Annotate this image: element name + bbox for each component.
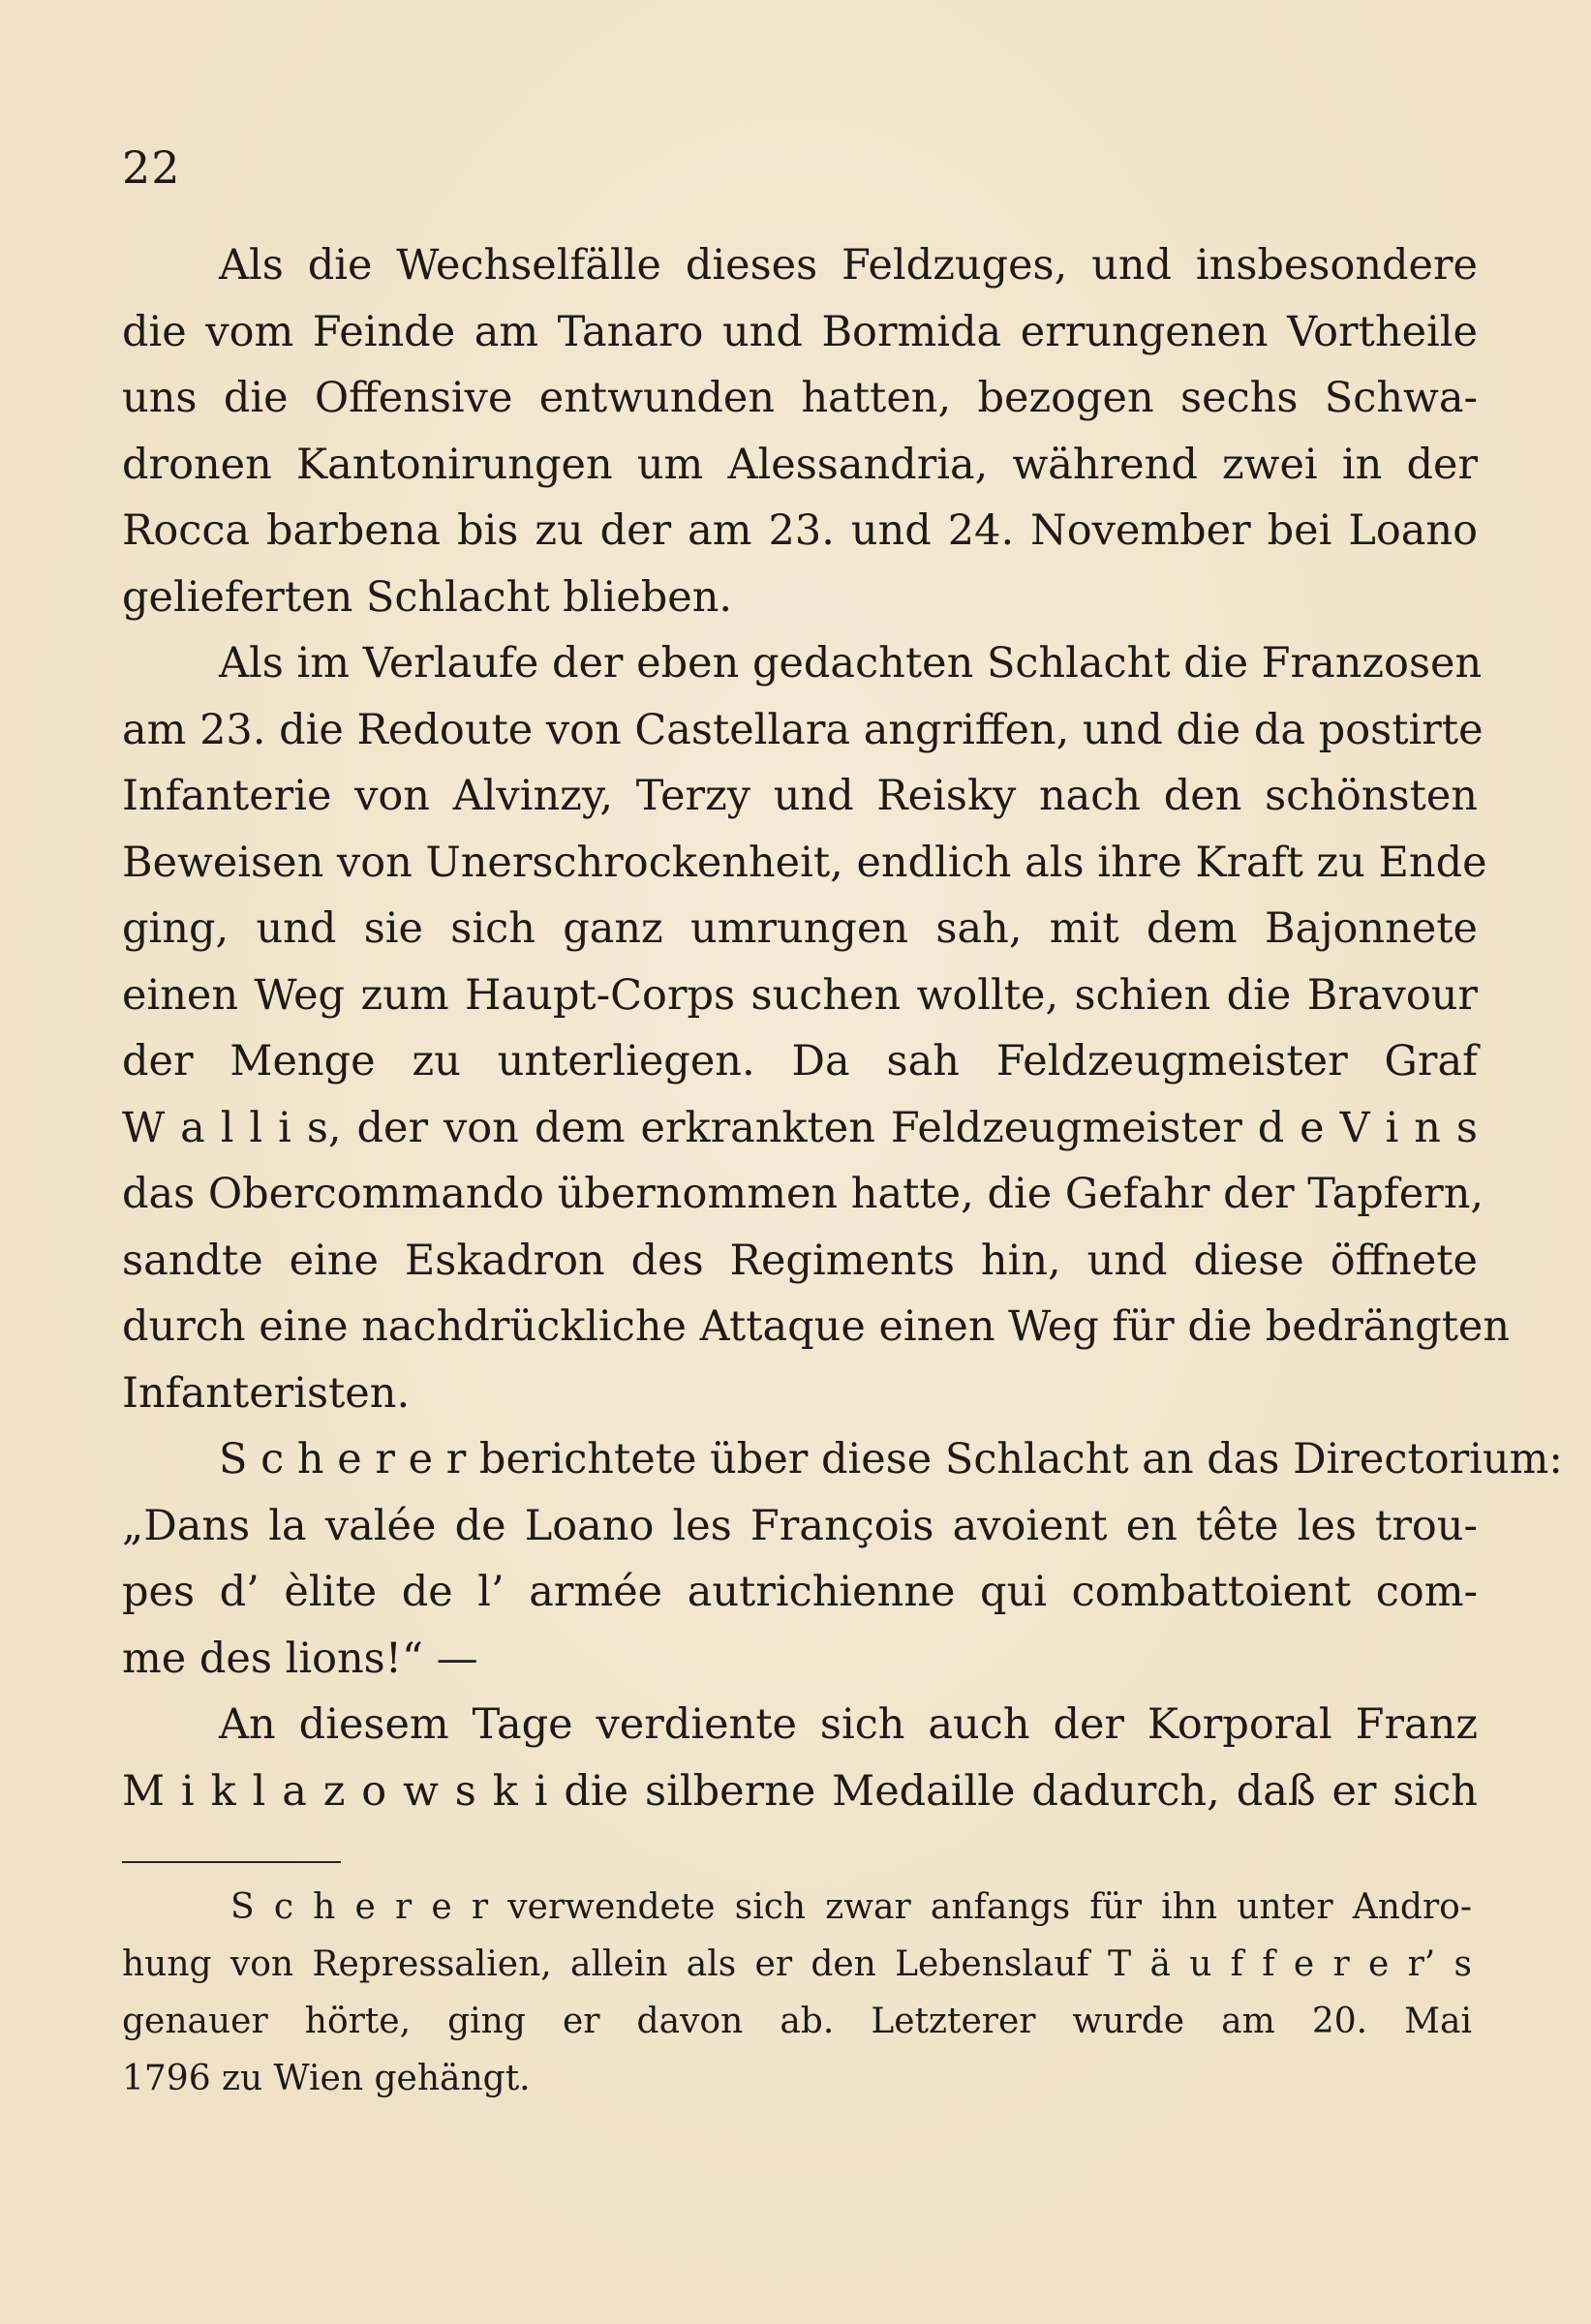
text-line: W a l l i s, der von dem erkrankten Feldzeugmeister d e V i n s xyxy=(122,1103,1478,1152)
text-line: „Dans la valée de Loano les François avoient en tête les trou- xyxy=(122,1501,1478,1550)
text-line: gelieferten Schlacht blieben. xyxy=(122,572,733,622)
text-line: M i k l a z o w s k i die silberne Medaille dadurch, daß er sich xyxy=(122,1766,1478,1816)
text-line: uns die Offensive entwunden hatten, bezogen sechs Schwa- xyxy=(122,374,1478,422)
text-line: ging, und sie sich ganz umrungen sah, mit dem Bajonnete xyxy=(122,904,1478,953)
text-line: Infanterie von Alvinzy, Terzy und Reisky nach den schönsten xyxy=(122,772,1478,820)
footnote-line: hung von Repressalien, allein als er den Lebenslauf T ä u f f e r e r’ s xyxy=(122,1944,1472,1984)
footnote-line: S c h e r e r verwendete sich zwar anfangs für ihn unter Andro- xyxy=(230,1887,1472,1927)
text-line: der Menge zu unterliegen. Da sah Feldzeugmeister Graf xyxy=(122,1037,1478,1086)
text-line: S c h e r e r berichtete über diese Schlacht an das Directorium: xyxy=(219,1435,1563,1483)
text-line: Rocca barbena bis zu der am 23. und 24. November bei Loano xyxy=(122,506,1478,555)
text-line: An diesem Tage verdiente sich auch der Korporal Franz xyxy=(219,1700,1478,1749)
text-line: Beweisen von Unerschrockenheit, endlich als ihre Kraft zu Ende xyxy=(122,838,1487,887)
footnote-line: 1796 zu Wien gehängt. xyxy=(122,2059,531,2098)
footnote xyxy=(122,1879,1472,2107)
text-line: Infanteristen. xyxy=(122,1368,411,1418)
text-line: me des lions!“ — xyxy=(122,1634,478,1683)
text-line: pes d’ èlite de l’ armée autrichienne qui combattoient com- xyxy=(122,1568,1478,1616)
footnote-divider xyxy=(122,1861,341,1863)
main-text xyxy=(122,232,1563,1824)
text-line: durch eine nachdrückliche Attaque einen Weg für die bedrängten xyxy=(122,1302,1511,1351)
text-line: das Obercommando übernommen hatte, die Gefahr der Tapfern, xyxy=(122,1170,1484,1218)
text-line: die vom Feinde am Tanaro und Bormida errungenen Vortheile xyxy=(122,307,1478,356)
text-line: Als die Wechselfälle dieses Feldzuges, und insbesondere xyxy=(219,241,1478,290)
text-line: sandte eine Eskadron des Regiments hin, und diese öffnete xyxy=(122,1236,1478,1285)
footnote-line: genauer hörte, ging er davon ab. Letzterer wurde am 20. Mai xyxy=(122,2002,1472,2041)
text-line: dronen Kantonirungen um Alessandria, während zwei in der xyxy=(122,440,1478,489)
text-line: am 23. die Redoute von Castellara angriffen, und die da postirte xyxy=(122,705,1484,754)
text-line: einen Weg zum Haupt-Corps suchen wollte, schien die Bravour xyxy=(122,970,1478,1020)
page-number: 22 xyxy=(122,141,181,194)
text-line: Als im Verlaufe der eben gedachten Schlacht die Franzosen xyxy=(219,639,1483,688)
